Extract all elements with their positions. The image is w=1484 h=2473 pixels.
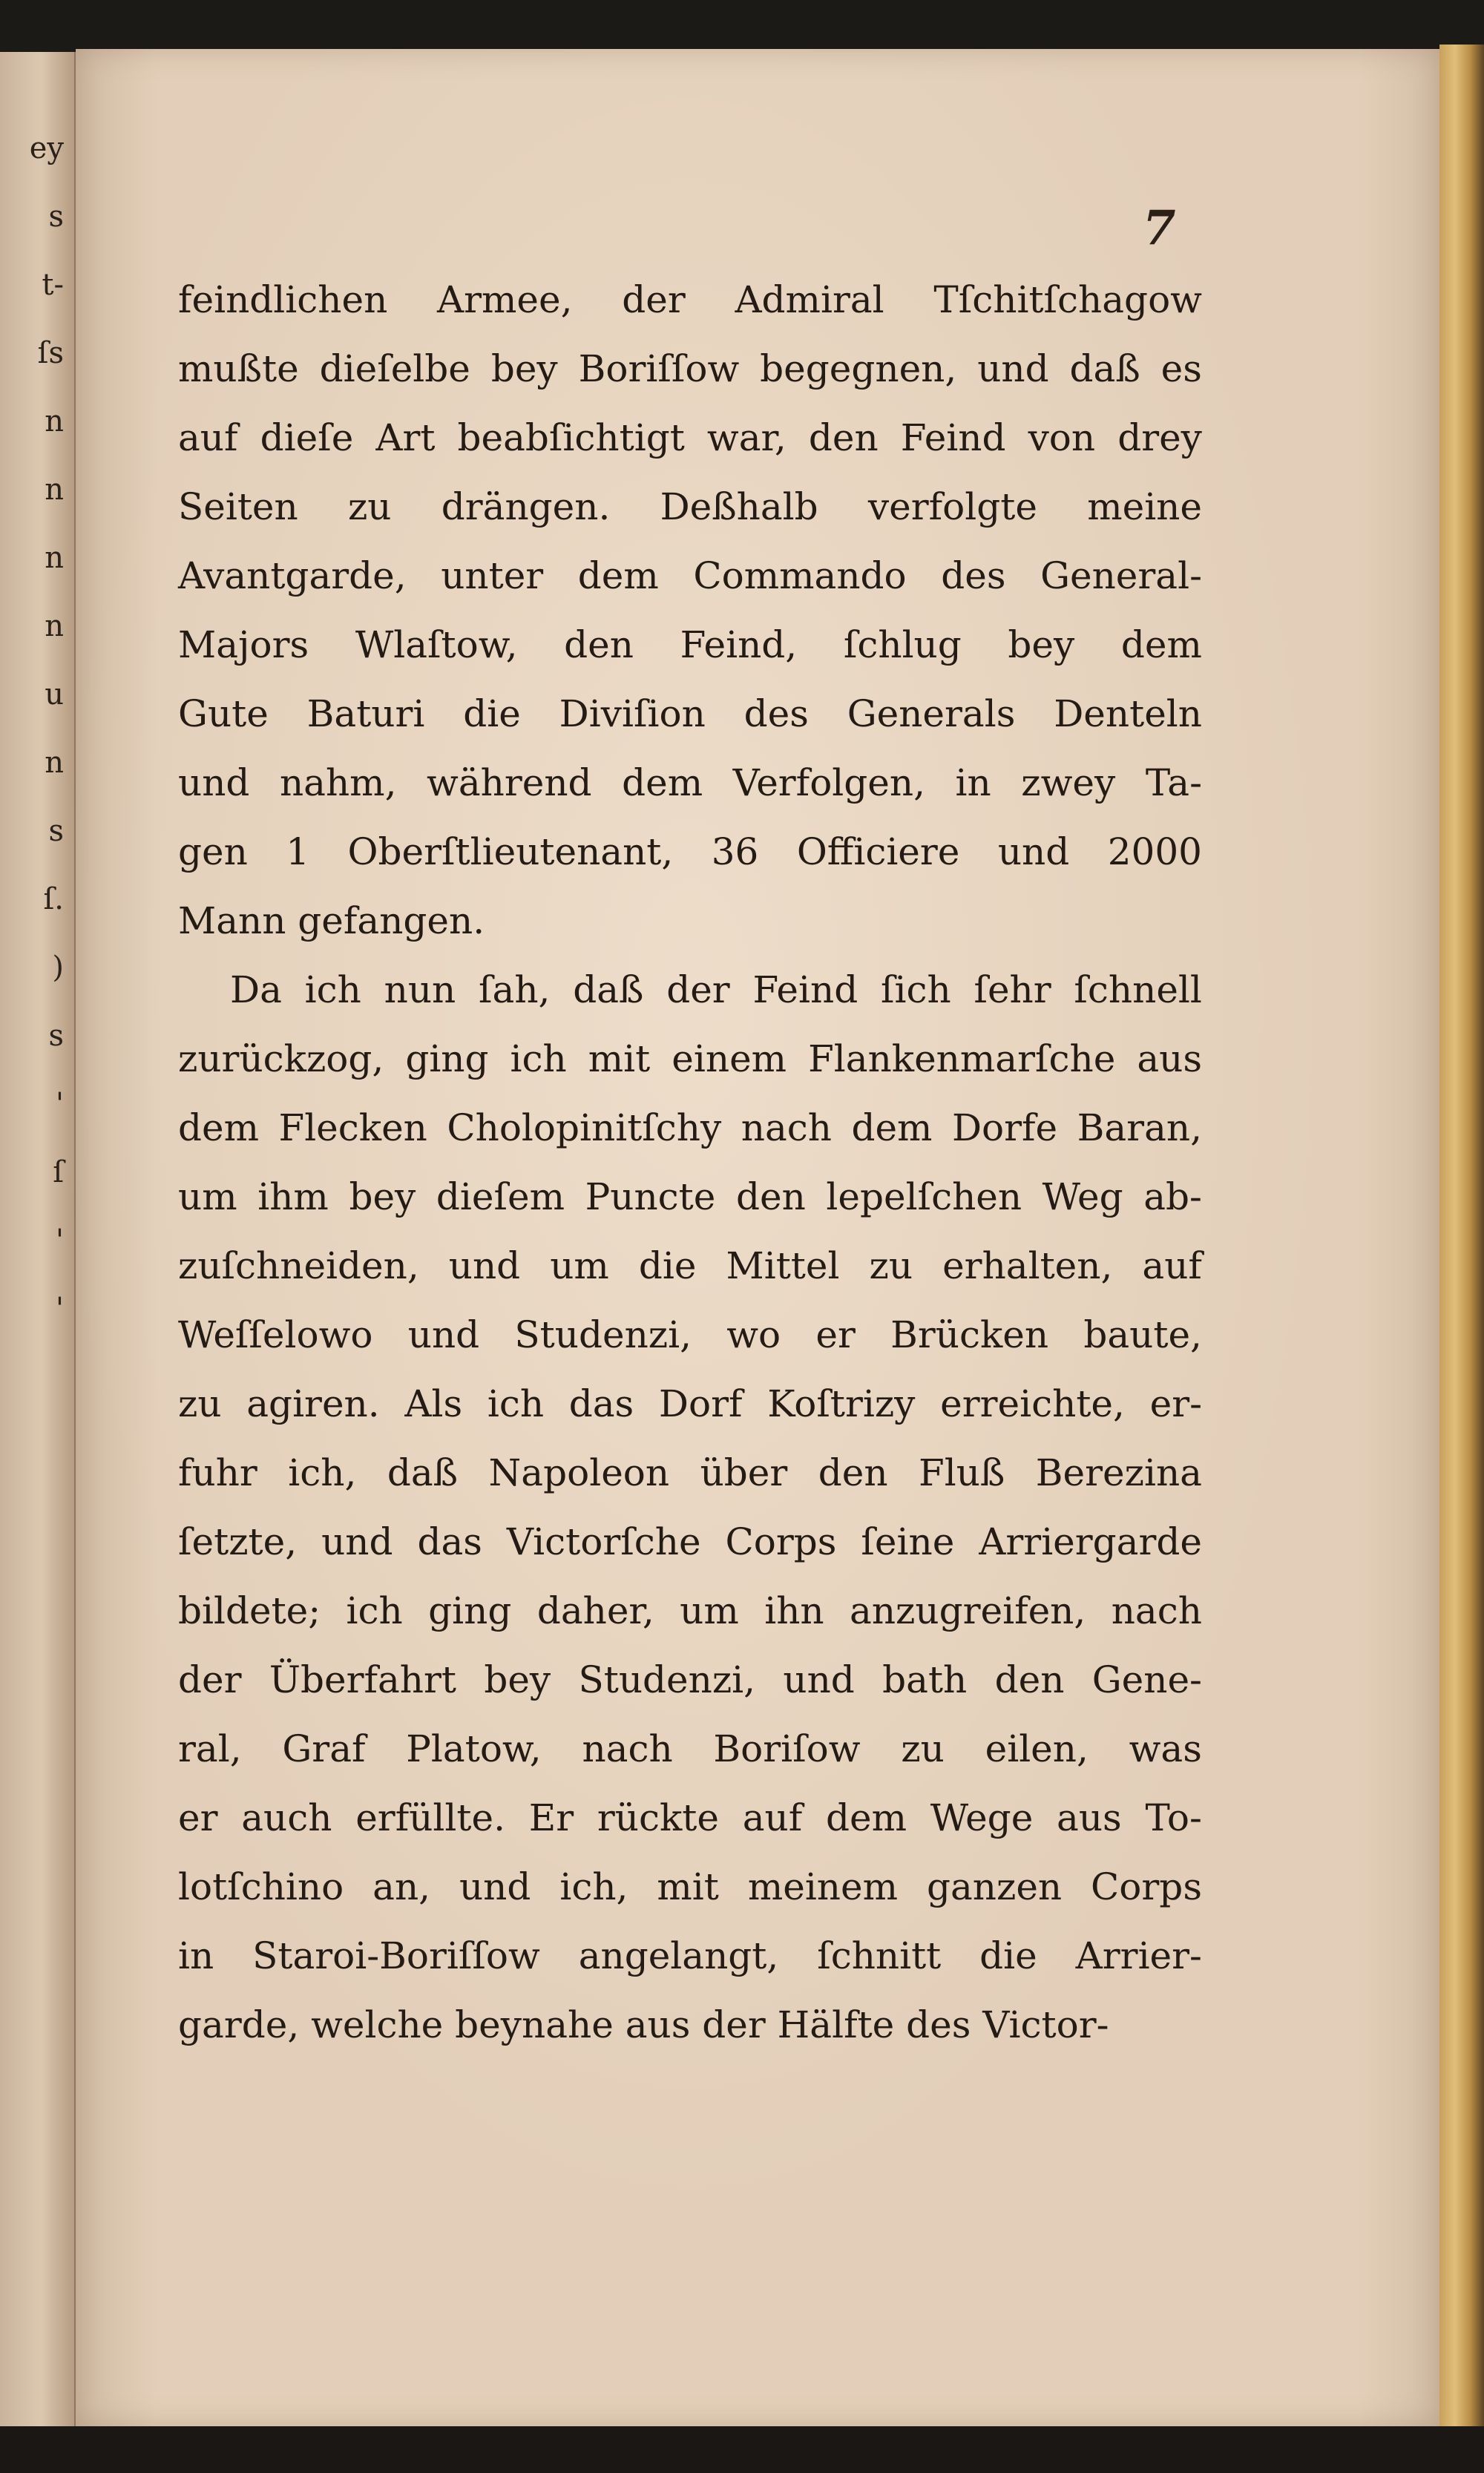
text-line: lotſchino an, und ich, mit meinem ganzen Corps xyxy=(178,1865,1202,1908)
left-page-fragment: ſs xyxy=(37,336,64,370)
text-line: auf dieſe Art beabſichtigt war, den Feind von drey xyxy=(178,416,1202,459)
text-line: Seiten zu drängen. Deßhalb verfolgte meine xyxy=(178,485,1202,528)
page-number: 7 xyxy=(1143,200,1176,256)
text-line: Da ich nun ſah, daß der Feind ſich ſehr ſchnell xyxy=(230,968,1202,1011)
left-page-fragment: n xyxy=(45,609,64,643)
text-line: fuhr ich, daß Napoleon über den Fluß Berezina xyxy=(178,1451,1202,1494)
left-page-fragment: ) xyxy=(52,950,64,985)
text-line: Gute Baturi die Diviſion des Generals Denteln xyxy=(178,692,1202,735)
left-page-fragment: ſ xyxy=(53,1155,64,1189)
bottom-shadow xyxy=(0,2426,1484,2473)
left-page-fragment: u xyxy=(45,677,64,712)
text-line: Avantgarde, unter dem Commando des General- xyxy=(178,554,1202,597)
text-line: Majors Wlaſtow, den Feind, ſchlug bey dem xyxy=(178,623,1202,666)
text-line: gen 1 Oberſtlieutenant, 36 Officiere und 2000 xyxy=(178,830,1202,873)
text-line: dem Flecken Cholopinitſchy nach dem Dorfe Baran, xyxy=(178,1106,1202,1149)
left-page-edge xyxy=(0,52,76,2426)
text-line: ral, Graf Platow, nach Boriſow zu eilen, was xyxy=(178,1727,1202,1770)
text-line: Mann gefangen. xyxy=(178,899,485,942)
body-text xyxy=(178,266,1202,2060)
left-page-fragment: t- xyxy=(42,268,64,302)
text-line: er auch erfüllte. Er rückte auf dem Wege aus To- xyxy=(178,1796,1202,1839)
text-line: und nahm, während dem Verfolgen, in zwey Ta- xyxy=(178,761,1202,804)
left-page-fragment: n xyxy=(45,746,64,780)
left-page-fragment: s xyxy=(48,814,64,848)
text-line: feindlichen Armee, der Admiral Tſchitſchagow xyxy=(178,278,1202,321)
text-line: zu agiren. Als ich das Dorf Koſtrizy erreichte, er- xyxy=(178,1382,1202,1425)
left-page-fragment: ey xyxy=(29,131,64,165)
left-page-fragment: s xyxy=(48,200,64,234)
text-line: mußte dieſelbe bey Boriſſow begegnen, und daß es xyxy=(178,347,1202,390)
left-page-fragment: n xyxy=(45,541,64,575)
left-page-fragment: n xyxy=(45,473,64,507)
text-line: ſetzte, und das Victorſche Corps ſeine Arriergarde xyxy=(178,1520,1202,1563)
text-line: Weſſelowo und Studenzi, wo er Brücken baute, xyxy=(178,1313,1202,1356)
left-page-fragment: s xyxy=(48,1019,64,1053)
text-line: der Überfahrt bey Studenzi, und bath den Gene- xyxy=(178,1658,1202,1701)
text-line: zurückzog, ging ich mit einem Flankenmarſche aus xyxy=(178,1037,1202,1080)
left-page-fragment: ſ. xyxy=(43,882,64,916)
text-line: um ihm bey dieſem Puncte den lepelſchen Weg ab- xyxy=(178,1175,1202,1218)
right-page-edge xyxy=(1439,45,1484,2434)
left-page-fragment: ' xyxy=(56,1224,64,1258)
left-page-fragment: n xyxy=(45,404,64,439)
text-line: bildete; ich ging daher, um ihn anzugreifen, nach xyxy=(178,1589,1202,1632)
text-line: zuſchneiden, und um die Mittel zu erhalten, auf xyxy=(178,1244,1202,1287)
left-page-fragment: ' xyxy=(56,1292,64,1326)
text-line: in Staroi-Boriſſow angelangt, ſchnitt die Arrier- xyxy=(178,1934,1202,1977)
text-line: garde, welche beynahe aus der Hälfte des Victor- xyxy=(178,2003,1109,2046)
left-page-fragment: ' xyxy=(56,1087,64,1121)
